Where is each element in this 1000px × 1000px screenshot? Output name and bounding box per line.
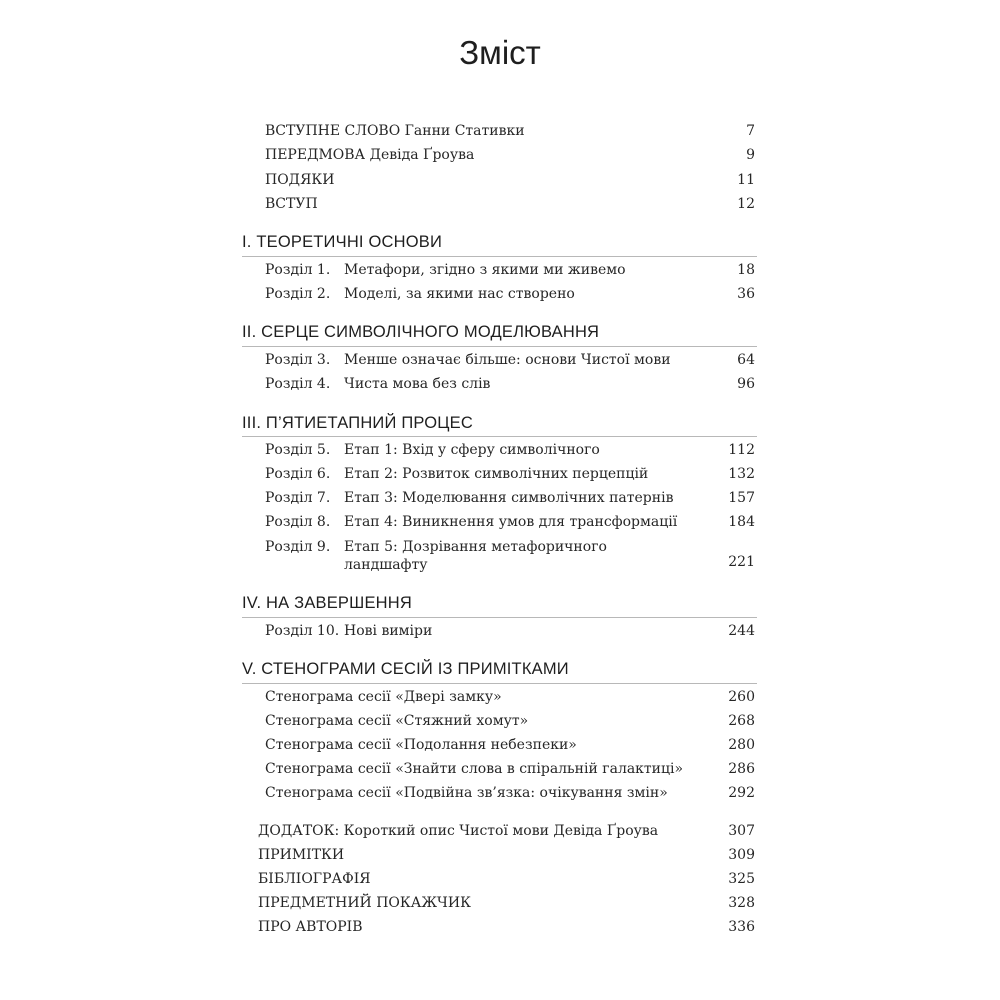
entry-page: 307 (728, 823, 755, 839)
entry-text: Метафори, згідно з якими ми живемо (344, 262, 626, 278)
entry-text: Стенограма сесії «Стяжний хомут» (265, 713, 529, 729)
chapter-label: Розділ 4. (265, 376, 331, 392)
entry-page: 221 (728, 554, 755, 570)
toc-entry-chapter-5[interactable] (265, 439, 755, 461)
part-heading-3[interactable]: III. П’ЯТИЕТАПНИЙ ПРОЦЕС (242, 414, 473, 432)
entry-text: Чиста мова без слів (344, 376, 491, 392)
toc-entry-chapter-10[interactable] (265, 620, 755, 642)
entry-page: 292 (728, 785, 755, 801)
part-heading-5[interactable]: V. СТЕНОГРАМИ СЕСІЙ ІЗ ПРИМІТКАМИ (242, 660, 569, 678)
part-divider (242, 617, 757, 618)
entry-text: Етап 1: Вхід у сферу символічного (344, 442, 600, 458)
entry-page: 260 (728, 689, 755, 705)
toc-entry-transcript-2[interactable] (265, 710, 755, 732)
entry-text: Стенограма сесії «Двері замку» (265, 689, 502, 705)
entry-page: 286 (728, 761, 755, 777)
toc-entry-chapter-3[interactable] (265, 349, 755, 371)
entry-text (344, 538, 607, 574)
entry-text: Етап 2: Розвиток символічних перцепцій (344, 466, 649, 482)
entry-page: 96 (737, 376, 755, 392)
entry-text: ВСТУПНЕ СЛОВО Ганни Стативки (265, 123, 525, 139)
toc-entry-acknowledgements[interactable] (265, 169, 755, 191)
entry-page: 184 (728, 514, 755, 530)
toc-entry-chapter-4[interactable] (265, 373, 755, 395)
chapter-label: Розділ 6. (265, 466, 331, 482)
toc-entry-transcript-1[interactable] (265, 686, 755, 708)
toc-entry-introduction[interactable] (265, 193, 755, 215)
entry-text: ПРИМІТКИ (258, 847, 345, 863)
toc-entry-transcript-3[interactable] (265, 734, 755, 756)
toc-entry-transcript-4[interactable] (265, 758, 755, 780)
entry-page: 64 (737, 352, 755, 368)
chapter-label: Розділ 5. (265, 442, 331, 458)
entry-text: ПЕРЕДМОВА Девіда Ґроува (265, 147, 475, 163)
entry-page: 12 (737, 196, 755, 212)
entry-text-line-2: ландшафту (344, 557, 428, 573)
chapter-label: Розділ 3. (265, 352, 331, 368)
entry-page: 18 (737, 262, 755, 278)
entry-text: Стенограма сесії «Подолання небезпеки» (265, 737, 577, 753)
entry-text: БІБЛІОГРАФІЯ (258, 871, 371, 887)
chapter-label: Розділ 8. (265, 514, 331, 530)
entry-page: 157 (728, 490, 755, 506)
chapter-label: Розділ 1. (265, 262, 331, 278)
entry-text: ПРЕДМЕТНИЙ ПОКАЖЧИК (258, 895, 471, 911)
chapter-label: Розділ 9. (265, 539, 331, 555)
entry-page: 36 (737, 286, 755, 302)
entry-page: 336 (728, 919, 755, 935)
page-title: Зміст (459, 34, 541, 71)
toc-entry-chapter-7[interactable] (265, 487, 755, 509)
toc-entry-bibliography[interactable] (258, 868, 755, 890)
toc-entry-appendix[interactable] (258, 820, 755, 842)
entry-page: 280 (728, 737, 755, 753)
entry-text: Стенограма сесії «Подвійна зв’язка: очікування змін» (265, 785, 668, 801)
entry-page: 244 (728, 623, 755, 639)
entry-page: 325 (728, 871, 755, 887)
entry-page: 268 (728, 713, 755, 729)
entry-text: Моделі, за якими нас створено (344, 286, 575, 302)
toc-entry-subject-index[interactable] (258, 892, 755, 914)
chapter-label: Розділ 10. (265, 623, 340, 639)
toc-entry-chapter-8[interactable] (265, 511, 755, 533)
part-heading-4[interactable]: IV. НА ЗАВЕРШЕННЯ (242, 594, 413, 612)
toc-entry-foreword-statyvka[interactable] (265, 120, 755, 142)
entry-text: ДОДАТОК: Короткий опис Чистої мови Девіда Ґроува (258, 823, 659, 839)
entry-text: Стенограма сесії «Знайти слова в спіральній галактиці» (265, 761, 684, 777)
toc-entry-preface-grove[interactable] (265, 144, 755, 166)
entry-text: ВСТУП (265, 196, 318, 212)
toc-entry-chapter-9[interactable] (265, 538, 755, 578)
toc-entry-about-authors[interactable] (258, 916, 755, 938)
toc-entry-chapter-1[interactable] (265, 259, 755, 281)
entry-text: Нові виміри (344, 623, 433, 639)
part-divider (242, 436, 757, 437)
entry-page: 7 (746, 123, 755, 139)
part-divider (242, 683, 757, 684)
entry-text: Менше означає більше: основи Чистої мови (344, 352, 671, 368)
entry-page: 9 (746, 147, 755, 163)
entry-page: 11 (737, 172, 755, 188)
entry-text: ПРО АВТОРІВ (258, 919, 363, 935)
chapter-label: Розділ 7. (265, 490, 331, 506)
entry-page: 328 (728, 895, 755, 911)
entry-page: 309 (728, 847, 755, 863)
entry-page: 112 (728, 442, 755, 458)
part-divider (242, 346, 757, 347)
entry-text: ПОДЯКИ (265, 172, 335, 188)
chapter-label: Розділ 2. (265, 286, 331, 302)
toc-entry-chapter-2[interactable] (265, 283, 755, 305)
toc-entry-chapter-6[interactable] (265, 463, 755, 485)
entry-text: Етап 4: Виникнення умов для трансформації (344, 514, 678, 530)
entry-text-line-1: Етап 5: Дозрівання метафоричного (344, 539, 607, 555)
toc-entry-notes[interactable] (258, 844, 755, 866)
entry-page: 132 (728, 466, 755, 482)
part-heading-1[interactable]: I. ТЕОРЕТИЧНІ ОСНОВИ (242, 233, 443, 251)
entry-text: Етап 3: Моделювання символічних патернів (344, 490, 674, 506)
part-heading-2[interactable]: II. СЕРЦЕ СИМВОЛІЧНОГО МОДЕЛЮВАННЯ (242, 323, 600, 341)
toc-entry-transcript-5[interactable] (265, 782, 755, 804)
part-divider (242, 256, 757, 257)
